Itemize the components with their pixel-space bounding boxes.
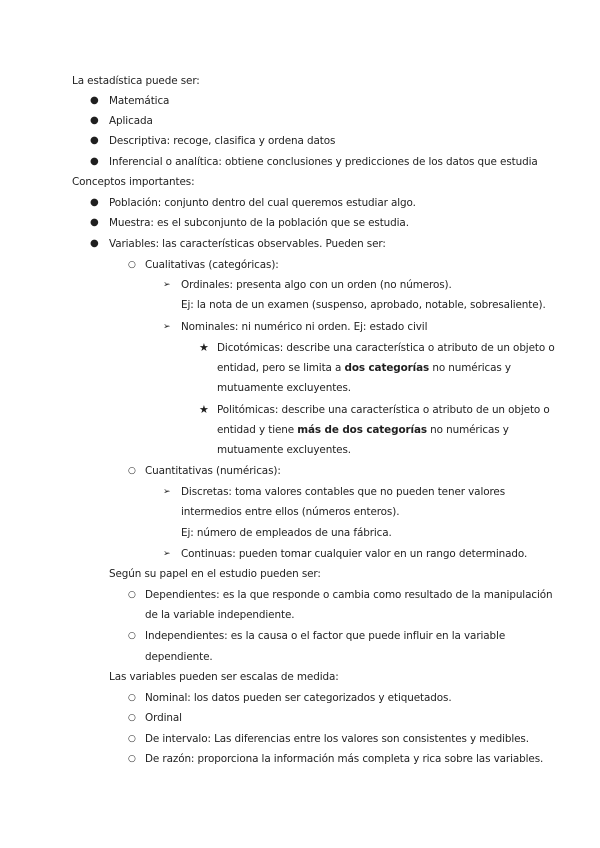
list-item-continued: de la variable independiente. bbox=[145, 609, 295, 621]
circle-bullet-icon: ○ bbox=[128, 754, 136, 764]
list-item: Ordinales: presenta algo con un orden (no números). bbox=[181, 279, 452, 291]
circle-bullet-icon: ○ bbox=[128, 631, 136, 641]
list-item: Descriptiva: recoge, clasifica y ordena datos bbox=[109, 135, 336, 147]
text-run: entidad y tiene bbox=[217, 424, 298, 436]
list-item: Inferencial o analítica: obtiene conclusiones y predicciones de los datos que estudia bbox=[109, 156, 538, 168]
list-item: Dicotómicas: describe una característica o atributo de un objeto o bbox=[217, 342, 555, 354]
section-heading: Las variables pueden ser escalas de medida: bbox=[109, 671, 339, 683]
bold-text: más de dos categorías bbox=[297, 424, 427, 436]
list-item: Variables: las características observables. Pueden ser: bbox=[109, 238, 386, 250]
list-item-continued: dependiente. bbox=[145, 651, 213, 663]
bullet-icon: ● bbox=[90, 135, 99, 146]
circle-bullet-icon: ○ bbox=[128, 693, 136, 703]
star-bullet-icon: ★ bbox=[199, 341, 209, 354]
list-item: Independientes: es la causa o el factor que puede influir en la variable bbox=[145, 630, 506, 642]
list-item-continued: mutuamente excluyentes. bbox=[217, 444, 351, 456]
text-run: no numéricas y bbox=[429, 362, 511, 374]
circle-bullet-icon: ○ bbox=[128, 260, 136, 270]
text-run: entidad, pero se limita a bbox=[217, 362, 345, 374]
list-item: Muestra: es el subconjunto de la población que se estudia. bbox=[109, 217, 409, 229]
bullet-icon: ● bbox=[90, 197, 99, 208]
text-run: no numéricas y bbox=[426, 424, 509, 436]
list-item: Discretas: toma valores contables que no pueden tener valores bbox=[181, 486, 506, 498]
list-item: Nominales: ni numérico ni orden. Ej: estado civil bbox=[181, 321, 428, 333]
bullet-icon: ● bbox=[90, 115, 99, 126]
list-item: Continuas: pueden tomar cualquier valor en un rango determinado. bbox=[181, 548, 528, 560]
list-item: Cualitativas (categóricas): bbox=[145, 259, 279, 271]
arrow-bullet-icon: ➢ bbox=[163, 487, 171, 497]
bold-text: dos categorías bbox=[344, 362, 430, 374]
section-heading: Conceptos importantes: bbox=[72, 176, 195, 188]
list-item: Cuantitativas (numéricas): bbox=[145, 465, 281, 477]
example-text: Ej: número de empleados de una fábrica. bbox=[181, 527, 392, 539]
circle-bullet-icon: ○ bbox=[128, 734, 136, 744]
arrow-bullet-icon: ➢ bbox=[163, 549, 171, 559]
list-item-continued: intermedios entre ellos (números enteros). bbox=[181, 506, 400, 518]
list-item: Nominal: los datos pueden ser categorizados y etiquetados. bbox=[145, 692, 452, 704]
arrow-bullet-icon: ➢ bbox=[163, 322, 171, 332]
bullet-icon: ● bbox=[90, 238, 99, 249]
list-item: Ordinal bbox=[145, 712, 182, 724]
list-item: Politómicas: describe una característica o atributo de un objeto o bbox=[217, 404, 550, 416]
circle-bullet-icon: ○ bbox=[128, 713, 136, 723]
intro-text: La estadística puede ser: bbox=[72, 75, 200, 87]
example-text: Ej: la nota de un examen (suspenso, aprobado, notable, sobresaliente). bbox=[181, 299, 546, 311]
star-bullet-icon: ★ bbox=[199, 403, 209, 416]
list-item-continued: mutuamente excluyentes. bbox=[217, 382, 351, 394]
bullet-icon: ● bbox=[90, 95, 99, 106]
section-heading: Según su papel en el estudio pueden ser: bbox=[109, 568, 321, 580]
bullet-icon: ● bbox=[90, 217, 99, 228]
circle-bullet-icon: ○ bbox=[128, 466, 136, 476]
list-item: Dependientes: es la que responde o cambia como resultado de la manipulación bbox=[145, 589, 553, 601]
list-item-continued bbox=[217, 361, 511, 375]
bullet-icon: ● bbox=[90, 156, 99, 167]
list-item: Población: conjunto dentro del cual queremos estudiar algo. bbox=[109, 197, 416, 209]
circle-bullet-icon: ○ bbox=[128, 590, 136, 600]
list-item: De intervalo: Las diferencias entre los valores son consistentes y medibles. bbox=[145, 733, 529, 745]
list-item-continued bbox=[217, 423, 509, 437]
list-item: Aplicada bbox=[109, 115, 153, 127]
list-item: Matemática bbox=[109, 95, 170, 107]
list-item: De razón: proporciona la información más completa y rica sobre las variables. bbox=[145, 753, 544, 765]
arrow-bullet-icon: ➢ bbox=[163, 280, 171, 290]
